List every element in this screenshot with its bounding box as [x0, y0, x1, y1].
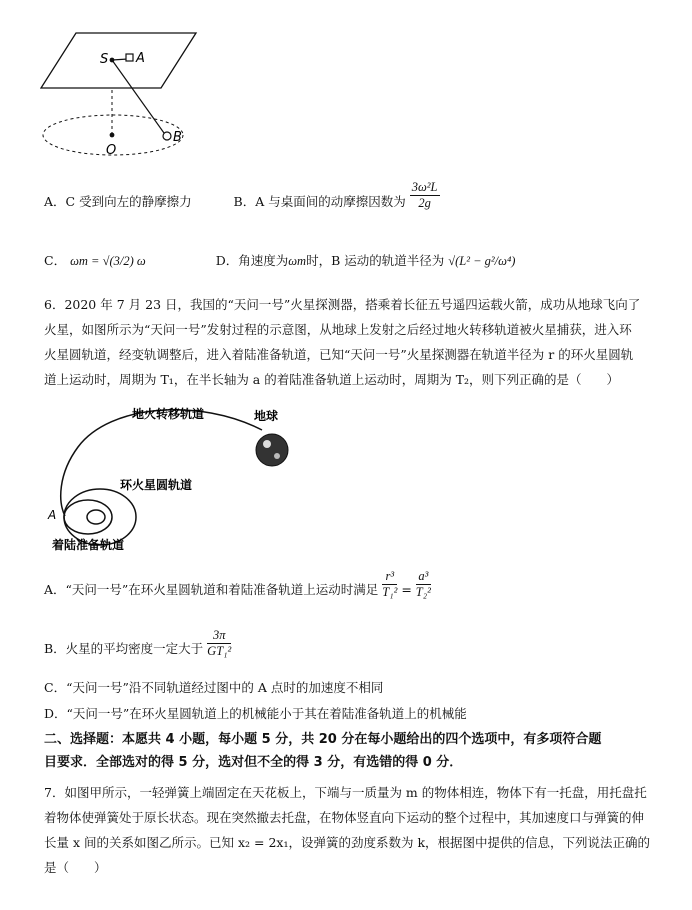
q6-option-d: D．“天问一号”在环火星圆轨道上的机械能小于其在着陆准备轨道上的机械能 — [44, 706, 467, 721]
label-s: S — [100, 52, 109, 67]
q6-option-b-text: B．火星的平均密度一定大于 — [44, 641, 204, 656]
q5-option-c-math: ωm = √(3/2) ω — [70, 254, 146, 268]
point-o — [110, 133, 115, 138]
figure-mars-orbits — [40, 392, 310, 552]
q6-line-4: 道上运动时，周期为 T₁，在半长轴为 a 的着陆准备轨道上运动时，周期为 T₂，则下列正确的是（ ） — [44, 372, 620, 387]
figure-rotating-table — [40, 30, 210, 165]
q7-line-1: 7．如图甲所示，一轻弹簧上端固定在天花板上，下端与一质量为 m 的物体相连，物体下有一托盘，用托盘托 — [44, 785, 647, 800]
mars-icon — [87, 510, 105, 524]
q7-line-4: 是（ ） — [44, 860, 107, 875]
ball-b — [163, 132, 171, 140]
q6-option-a-frac1: $\frac{\text{r³}}{\text{T₁²}}$ — [382, 569, 398, 599]
q6-option-b-frac: $\frac{3\pi}{\text{GT₁²}}$ — [207, 628, 232, 658]
q6-line-3: 火星圆轨道，经变轨调整后，进入着陆准备轨道，已知“天问一号”火星探测器在轨道半径为 r 的环火星圆轨 — [44, 347, 634, 362]
table-plane — [41, 33, 196, 88]
label-transfer-orbit: 地火转移轨道 — [132, 407, 205, 421]
q7-line-3: 长量 x 间的关系如图乙所示。已知 x₂ = 2x₁，设弹簧的劲度系数为 k，根据图中提供的信息，下列说法正确的 — [44, 835, 651, 850]
q6-stem — [44, 292, 662, 392]
label-a: A — [136, 51, 145, 66]
label-earth: 地球 — [254, 409, 279, 423]
q7-stem — [44, 780, 662, 880]
q5-option-d-omega: ωm — [288, 254, 307, 268]
label-o: O — [106, 143, 117, 158]
section-2-line-2: 目要求．全部选对的得 5 分，选对但不全的得 3 分，有选错的得 0 分． — [44, 755, 463, 770]
q6-option-c: C．“天问一号”沿不同轨道经过图中的 A 点时的加速度不相同 — [44, 680, 384, 695]
q5-option-b-text: B．A 与桌面间的动摩擦因数为 — [233, 194, 406, 209]
label-point-a: A — [48, 508, 57, 522]
q7-line-2: 着物体使弹簧处于原长状态。现在突然撤去托盘，在物体竖直向下运动的整个过程中，其加速度口与弹簧的伸 — [44, 810, 645, 825]
section-2-heading — [44, 728, 662, 774]
label-landing-orbit: 着陆准备轨道 — [52, 538, 125, 552]
earth-icon — [256, 434, 288, 466]
block-a — [126, 54, 133, 61]
q5-option-a: A．C 受到向左的静摩擦力 — [44, 194, 192, 209]
label-mars-orbit: 环火星圆轨道 — [120, 478, 193, 492]
q5-option-c-text: C． — [44, 253, 67, 268]
q5-option-d-text: D．角速度为 — [215, 253, 289, 268]
q5-option-d-math: √(L² − g²/ω⁴) — [448, 254, 516, 268]
q6-option-a: A．“天问一号”在环火星圆轨道和着陆准备轨道上运动时满足 $\frac{\text{r³}}{\text{T₁²}}$ = $\frac{\text{a³}}{\text{T₂²}}$ — [44, 569, 431, 599]
section-2-line-1: 二、选择题：本愿共 4 小题，每小题 5 分，共 20 分在每小题给出的四个选项中，有多项符合题 — [44, 732, 602, 747]
q5-option-d-text2: 时，B 运动的轨道半径为 — [306, 253, 445, 268]
q6-line-2: 火星，如图所示为“天问一号”发射过程的示意图，从地球上发射之后经过地火转移轨道被火星捕获，进入环 — [44, 322, 632, 337]
q6-option-b — [44, 628, 662, 659]
q6-option-a-text: A．“天问一号”在环火星圆轨道和着陆准备轨道上运动时满足 — [44, 582, 379, 597]
q5-options-ab — [44, 180, 662, 211]
label-b: B — [173, 130, 182, 145]
q6-line-1: 6．2020 年 7 月 23 日，我国的“天问一号”火星探测器，搭乘着长征五号遥四运载火箭，成功从地球飞向了 — [44, 297, 641, 312]
q5-option-b-fraction: $\frac{\text{3ω²L}}{2g}$ — [411, 180, 438, 210]
q6-option-a-frac2: $\frac{\text{a³}}{\text{T₂²}}$ — [415, 569, 431, 599]
q5-options-cd — [44, 252, 662, 270]
